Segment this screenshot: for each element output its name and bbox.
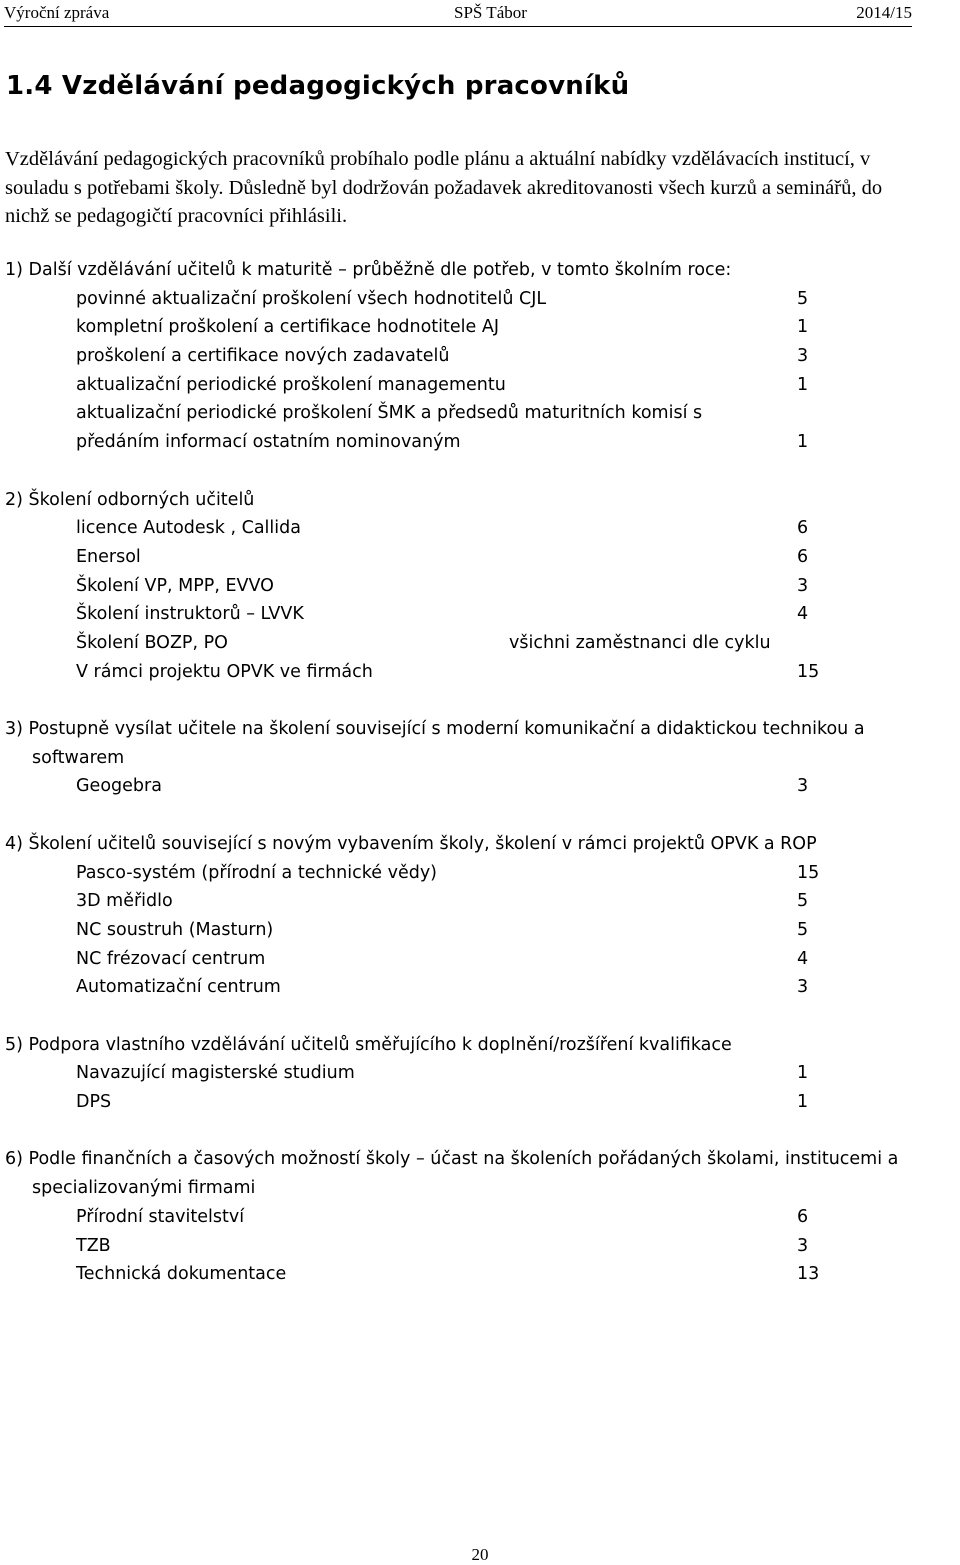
section-heading: 6) Podle finančních a časových možností školy – účast na školeních pořádaných školami, institucemi a specializovanými firmami [5,1149,899,1199]
item-count: 3 [797,346,809,367]
item-count: 3 [797,776,809,797]
item-label: 3D měřidlo [76,891,173,912]
section-heading: 5) Podpora vlastního vzdělávání učitelů směřujícího k doplnění/rozšíření kvalifikace [5,1034,732,1055]
item-label: NC soustruh (Masturn) [76,919,274,940]
item-label: licence Autodesk , Callida [76,518,301,539]
list-item [76,1203,935,1232]
list-item [76,600,935,629]
item-label: aktualizační periodické proškolení managementu [76,374,506,395]
list-item [76,1088,935,1117]
item-label: TZB [76,1235,111,1256]
item-label: Automatizační centrum [76,977,281,998]
section-heading: 1) Další vzdělávání učitelů k maturitě – průběžně dle potřeb, v tomto školním roce: [5,260,732,280]
item-count: 6 [797,546,809,567]
item-label: Přírodní stavitelství [76,1206,245,1227]
section-heading: 2) Školení odborných učitelů [5,489,255,510]
list-item [76,514,935,543]
item-count: 1 [797,432,809,453]
item-label: DPS [76,1092,112,1113]
section-3 [5,715,935,801]
item-label: Školení BOZP, PO [76,633,228,653]
section-6 [5,1145,935,1288]
item-count: 3 [797,977,809,998]
header-school-name: SPŠ Tábor [454,3,527,22]
header-divider [4,26,912,27]
list-item [76,371,935,400]
list-item [76,945,935,974]
page-number: 20 [471,1545,489,1564]
item-count: 5 [797,919,809,940]
item-label: proškolení a certifikace nových zadavatelů [76,346,450,367]
item-count: 6 [797,518,809,539]
item-label: kompletní proškolení a certifikace hodnotitele AJ [76,317,499,338]
sections-list [5,256,935,1318]
list-item [76,313,935,342]
item-label: aktualizační periodické proškolení ŠMK a předsedů maturitních komisí s předáním informací ostatním nominovaným [76,403,703,453]
list-item [76,572,935,601]
section-2 [5,486,935,687]
intro-paragraph: Vzdělávání pedagogických pracovníků probíhalo podle plánu a aktuální nabídky vzdělávacích institucí, v souladu s potřebami školy. Důsledně byl dodržován požadavek akreditovanosti všech kurzů a seminářů, do nichž se pedagogičtí pracovníci přihlásili. [5,148,883,228]
item-label: Technická dokumentace [76,1264,287,1285]
item-label: Navazující magisterské studium [76,1063,355,1084]
list-item [76,285,935,314]
item-count: 1 [797,317,809,338]
list-item [76,772,935,801]
item-label: povinné aktualizační proškolení všech hodnotitelů CJL [76,288,547,309]
item-label: V rámci projektu OPVK ve firmách [76,661,373,682]
item-count: 13 [797,1264,820,1285]
item-count: 3 [797,575,809,596]
list-item [76,399,809,456]
list-item [76,658,935,687]
section-5 [5,1031,935,1117]
item-count: 4 [797,948,809,969]
item-count: 15 [797,862,820,883]
item-count: všichni zaměstnanci dle cyklu [509,633,771,653]
item-count: 5 [797,891,809,912]
item-count: 1 [797,374,809,395]
page-title: 1.4 Vzdělávání pedagogických pracovníků [6,71,630,101]
list-item [76,1059,935,1088]
item-count: 6 [797,1206,809,1227]
list-item [76,1260,935,1289]
item-label: Pasco-systém (přírodní a technické vědy) [76,862,437,883]
item-count: 4 [797,604,809,625]
item-count: 1 [797,1063,809,1084]
header-school-year: 2014/15 [856,3,912,22]
section-heading: 3) Postupně vysílat učitele na školení související s moderní komunikační a didaktickou technikou a softwarem [5,719,865,768]
list-item [76,916,935,945]
list-item [76,543,935,572]
item-label: Geogebra [76,776,162,797]
item-label: Enersol [76,546,141,567]
item-count: 3 [797,1235,809,1256]
item-label: Školení instruktorů – LVVK [76,604,304,625]
section-1 [5,256,935,457]
list-item [76,973,935,1002]
item-label: NC frézovací centrum [76,948,266,969]
section-4 [5,830,935,1002]
section-heading: 4) Školení učitelů související s novým vybavením školy, školení v rámci projektů OPVK a ROP [5,833,817,854]
item-count: 1 [797,1092,809,1113]
list-item [76,859,935,888]
item-label: Školení VP, MPP, EVVO [76,575,274,596]
item-count: 5 [797,288,809,309]
item-count: 15 [797,661,820,682]
list-item [76,887,935,916]
list-item [76,629,935,658]
list-item [76,342,935,371]
list-item [76,1232,935,1261]
header-report-title: Výroční zpráva [4,3,110,22]
